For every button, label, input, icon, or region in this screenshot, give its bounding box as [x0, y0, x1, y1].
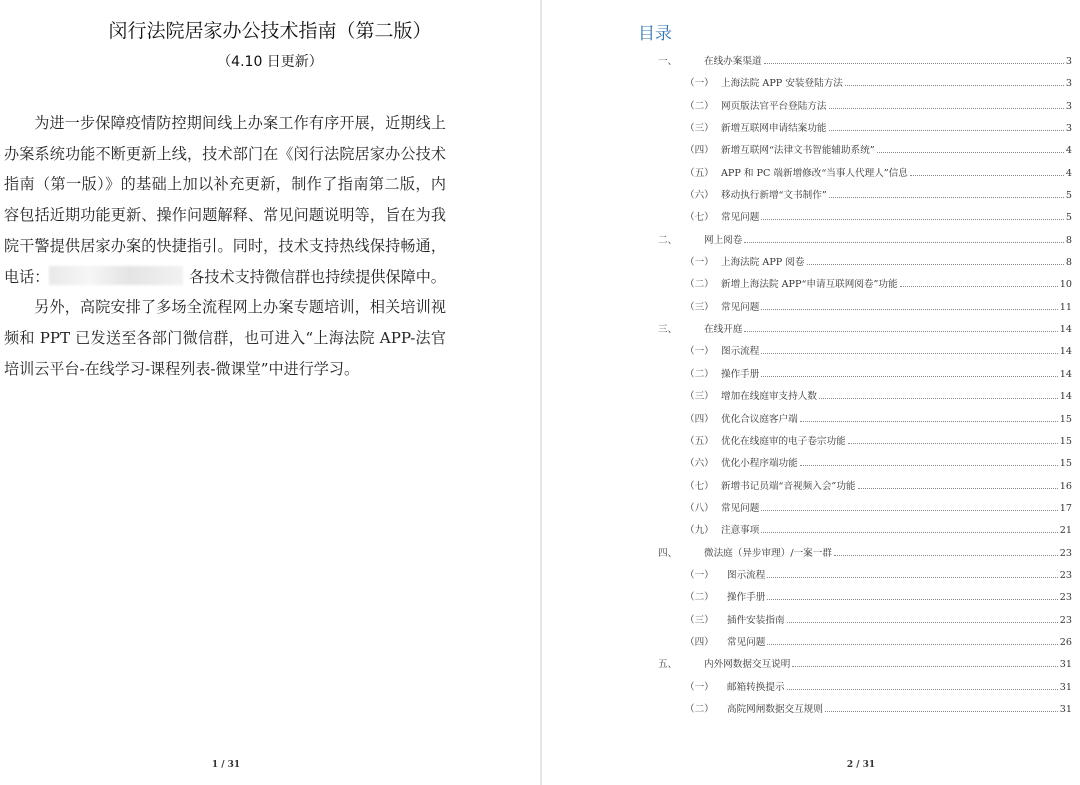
toc-leader-dots: [764, 54, 1064, 64]
toc-entry-page: 14: [1059, 346, 1072, 358]
toc-entry-number: （七）: [685, 212, 714, 224]
toc-entry-page: 3: [1065, 100, 1072, 112]
toc-entry[interactable]: [542, 183, 1080, 205]
toc-entry-page: 17: [1059, 502, 1072, 514]
toc-entry-line: [727, 589, 1072, 603]
toc-entry-line: [721, 455, 1072, 469]
toc-entry-page: 4: [1065, 145, 1072, 157]
toc-entry[interactable]: [542, 138, 1080, 160]
toc-entry-page: 15: [1059, 458, 1072, 470]
toc-entry-number: （六）: [685, 190, 714, 202]
toc-entry[interactable]: [542, 116, 1080, 138]
toc-leader-dots: [900, 277, 1058, 287]
toc-entry-number: （六）: [685, 458, 714, 470]
toc-entry-number: （三）: [685, 614, 714, 626]
paragraph-1: [4, 108, 446, 292]
toc-entry-line: [721, 522, 1072, 536]
toc-entry[interactable]: [542, 228, 1080, 250]
toc-entry-number: （九）: [685, 525, 714, 537]
toc-leader-dots: [744, 322, 1057, 332]
toc-leader-dots: [761, 300, 1057, 310]
toc-entry-line: [727, 679, 1072, 693]
toc-entry-line: [721, 165, 1072, 179]
toc-entry[interactable]: [542, 205, 1080, 227]
toc-leader-dots: [787, 613, 1058, 623]
toc-entry-page: 8: [1065, 257, 1072, 269]
toc-leader-dots: [767, 635, 1057, 645]
toc-leader-dots: [848, 434, 1058, 444]
toc-entry-page: 31: [1059, 681, 1072, 693]
toc-entry-line: [721, 478, 1072, 492]
toc-entry-line: [721, 433, 1072, 447]
toc-leader-dots: [761, 344, 1057, 354]
toc-leader-dots: [792, 657, 1057, 667]
toc-entry-label: 增加在线庭审支持人数: [721, 391, 817, 403]
toc-entry[interactable]: [542, 295, 1080, 317]
toc-entry-label: 上海法院 APP 安装登陆方法: [721, 78, 843, 90]
toc-entry-label: 网页版法官平台登陆方法: [721, 100, 827, 112]
toc-entry-number: （一）: [685, 78, 714, 90]
toc-leader-dots: [829, 121, 1064, 131]
toc-entry-number: （四）: [685, 145, 714, 157]
toc-leader-dots: [787, 680, 1058, 690]
toc-entry-label: 内外网数据交互说明: [704, 659, 791, 671]
toc-entry-line: [721, 120, 1072, 134]
toc-entry[interactable]: [542, 518, 1080, 540]
toc-entry[interactable]: [542, 541, 1080, 563]
toc-entry-line: [721, 142, 1072, 156]
toc-entry-page: 31: [1059, 659, 1072, 671]
toc-entry-line: [721, 187, 1072, 201]
toc-entry-label: 优化在线庭审的电子卷宗功能: [721, 435, 846, 447]
toc-entry-number: （一）: [685, 681, 714, 693]
toc-entry-number: （三）: [685, 391, 714, 403]
toc-entry-line: [704, 232, 1072, 246]
toc-entry-line: [727, 612, 1072, 626]
toc-entry-line: [727, 701, 1072, 715]
toc-leader-dots: [767, 568, 1057, 578]
toc-entry-line: [721, 366, 1072, 380]
toc-entry[interactable]: [542, 451, 1080, 473]
toc-entry-label: 高院网闸数据交互规则: [727, 703, 823, 715]
toc-title: 目录: [638, 24, 672, 44]
toc-leader-dots: [800, 456, 1058, 466]
document-page-2: [542, 0, 1080, 785]
page-number: 1 / 31: [211, 760, 241, 770]
toc-leader-dots: [834, 546, 1058, 556]
toc-entry[interactable]: [542, 384, 1080, 406]
toc-entry-label: 在线办案渠道: [704, 56, 762, 67]
toc-entry-page: 5: [1065, 190, 1072, 202]
toc-entry-page: 26: [1059, 636, 1072, 648]
table-of-contents: [542, 49, 1080, 719]
body-text: [4, 108, 446, 384]
toc-entry-number: （七）: [685, 480, 714, 492]
toc-entry-line: [721, 75, 1072, 89]
toc-entry[interactable]: [542, 94, 1080, 116]
document-title: 闵行法院居家办公技术指南（第二版）: [108, 20, 432, 42]
toc-leader-dots: [910, 166, 1064, 176]
toc-entry-number: （八）: [685, 502, 714, 514]
toc-entry-page: 14: [1059, 324, 1072, 336]
toc-entry-number: （五）: [685, 435, 714, 447]
toc-entry[interactable]: [542, 161, 1080, 183]
toc-entry-number: （三）: [685, 301, 714, 313]
toc-entry-label: 移动执行新增“文书制作”: [721, 190, 827, 202]
toc-leader-dots: [829, 188, 1064, 198]
toc-entry-line: [721, 98, 1072, 112]
toc-entry-line: [721, 388, 1072, 402]
toc-leader-dots: [761, 523, 1057, 533]
toc-entry-page: 16: [1059, 480, 1072, 492]
toc-entry[interactable]: [542, 429, 1080, 451]
toc-entry-number: 四、: [658, 547, 678, 559]
toc-entry-line: [721, 209, 1072, 223]
toc-entry-line: [721, 276, 1072, 290]
toc-entry-label: 网上阅卷: [704, 234, 743, 246]
toc-entry[interactable]: [542, 697, 1080, 719]
toc-entry-page: 23: [1059, 592, 1072, 604]
toc-entry-number: （二）: [685, 592, 714, 604]
toc-entry-number: （一）: [685, 257, 714, 269]
toc-entry-page: 5: [1065, 212, 1072, 224]
toc-entry-page: 3: [1065, 56, 1072, 67]
toc-entry-label: 插件安装指南: [727, 614, 785, 626]
toc-entry[interactable]: [542, 49, 1080, 71]
toc-entry-number: 五、: [658, 659, 678, 671]
toc-entry-number: （三）: [685, 123, 714, 135]
toc-entry-number: （四）: [685, 636, 714, 648]
toc-leader-dots: [829, 99, 1064, 109]
toc-entry-number: 一、: [658, 56, 678, 67]
toc-entry-page: 23: [1059, 614, 1072, 626]
toc-entry-label: 操作手册: [727, 592, 766, 604]
toc-leader-dots: [825, 702, 1058, 712]
toc-entry-page: 8: [1065, 234, 1072, 246]
toc-entry-page: 15: [1059, 435, 1072, 447]
toc-entry-line: [721, 500, 1072, 514]
toc-entry-label: 优化小程序端功能: [721, 458, 798, 470]
toc-entry[interactable]: [542, 250, 1080, 272]
toc-entry-line: [727, 567, 1072, 581]
toc-entry-page: 11: [1059, 301, 1072, 313]
toc-entry-page: 31: [1059, 703, 1072, 715]
toc-entry-page: 4: [1065, 167, 1072, 179]
toc-leader-dots: [845, 76, 1064, 86]
toc-entry[interactable]: [542, 608, 1080, 630]
toc-entry-number: （二）: [685, 703, 714, 715]
toc-entry-page: 3: [1065, 123, 1072, 135]
toc-entry-line: [704, 545, 1072, 559]
toc-entry-label: 注意事项: [721, 525, 760, 537]
toc-entry[interactable]: [542, 272, 1080, 294]
toc-entry[interactable]: [542, 407, 1080, 429]
paragraph-1-text: 为进一步保障疫情防控期间线上办案工作有序开展，近期线上办案系统功能不断更新上线，技术部门在《闵行法院居家办公技术指南（第一版）》的基础上加以补充更新，制作了指南第二版，内容包括近期功能更新、操作问题解释、常见问题说明等，旨在为我院干警提供居家办案的快捷指引。同时，技术支持热线保持畅通，电话：: [4, 114, 446, 286]
toc-entry-page: 23: [1059, 547, 1072, 559]
toc-leader-dots: [858, 479, 1058, 489]
toc-entry-number: （一）: [685, 346, 714, 358]
toc-entry-page: 3: [1065, 78, 1072, 90]
toc-entry-line: [704, 656, 1072, 670]
toc-entry-label: 常见问题: [727, 636, 766, 648]
toc-entry-number: （二）: [685, 368, 714, 380]
toc-entry-label: 新增上海法院 APP“申请互联网阅卷”功能: [721, 279, 898, 291]
paragraph-2: 另外，高院安排了多场全流程网上办案专题培训，相关培训视频和 PPT 已发送至各部门微信群，也可进入“上海法院 APP-法官培训云平台-在线学习-课程列表-微课堂”中进行学习。: [4, 298, 446, 378]
toc-leader-dots: [761, 501, 1057, 511]
toc-entry-number: 三、: [658, 324, 678, 336]
toc-entry-page: 23: [1059, 569, 1072, 581]
toc-entry-label: 优化合议庭客户端: [721, 413, 798, 425]
toc-entry-number: （一）: [685, 569, 714, 581]
paragraph-1-tail: 各技术支持微信群也持续提供保障中。: [189, 267, 446, 286]
toc-leader-dots: [761, 210, 1064, 220]
toc-leader-dots: [767, 590, 1057, 600]
toc-entry-label: 微法庭（异步审理）/一案一群: [704, 547, 832, 559]
redacted-phone: [49, 266, 183, 285]
toc-entry-number: （二）: [685, 100, 714, 112]
toc-entry[interactable]: [542, 630, 1080, 652]
toc-entry-line: [727, 634, 1072, 648]
toc-leader-dots: [819, 389, 1058, 399]
toc-entry-label: 上海法院 APP 阅卷: [721, 257, 805, 269]
toc-entry[interactable]: [542, 71, 1080, 93]
toc-entry[interactable]: [542, 317, 1080, 339]
toc-entry-number: （二）: [685, 279, 714, 291]
toc-entry-page: 10: [1059, 279, 1072, 291]
toc-entry-number: （五）: [685, 167, 714, 179]
document-subtitle: （4.10 日更新）: [217, 54, 323, 70]
toc-leader-dots: [744, 233, 1064, 243]
toc-entry-line: [721, 299, 1072, 313]
toc-entry-label: 常见问题: [721, 301, 760, 313]
toc-entry[interactable]: [542, 339, 1080, 361]
toc-entry-label: 图示流程: [721, 346, 760, 358]
toc-leader-dots: [807, 255, 1064, 265]
toc-entry-label: 图示流程: [727, 569, 766, 581]
toc-entry-line: [704, 321, 1072, 335]
toc-entry-line: [721, 343, 1072, 357]
toc-entry-page: 15: [1059, 413, 1072, 425]
toc-entry-label: 新增互联网“法律文书智能辅助系统”: [721, 145, 875, 157]
toc-entry-label: 常见问题: [721, 502, 760, 514]
toc-entry[interactable]: [542, 496, 1080, 518]
toc-entry-page: 14: [1059, 368, 1072, 380]
toc-entry[interactable]: [542, 362, 1080, 384]
toc-entry-number: 二、: [658, 234, 678, 246]
page-number: 2 / 31: [846, 760, 876, 770]
toc-entry[interactable]: [542, 563, 1080, 585]
toc-entry-label: APP 和 PC 端新增修改“当事人代理人”信息: [721, 167, 908, 179]
toc-entry[interactable]: [542, 474, 1080, 496]
toc-entry-line: [704, 53, 1072, 67]
toc-entry-label: 常见问题: [721, 212, 760, 224]
toc-leader-dots: [877, 143, 1064, 153]
toc-leader-dots: [800, 412, 1058, 422]
toc-entry-number: （四）: [685, 413, 714, 425]
toc-entry-label: 新增互联网申请结案功能: [721, 123, 827, 135]
toc-entry-label: 操作手册: [721, 368, 760, 380]
toc-entry[interactable]: [542, 675, 1080, 697]
toc-entry[interactable]: [542, 652, 1080, 674]
toc-entry-page: 21: [1059, 525, 1072, 537]
toc-entry-label: 新增书记员端“音视频入会”功能: [721, 480, 856, 492]
toc-entry-label: 邮箱转换提示: [727, 681, 785, 693]
toc-entry-label: 在线开庭: [704, 324, 743, 336]
toc-entry-page: 14: [1059, 391, 1072, 403]
toc-leader-dots: [761, 367, 1057, 377]
toc-entry-line: [721, 411, 1072, 425]
toc-entry-line: [721, 254, 1072, 268]
toc-entry[interactable]: [542, 585, 1080, 607]
